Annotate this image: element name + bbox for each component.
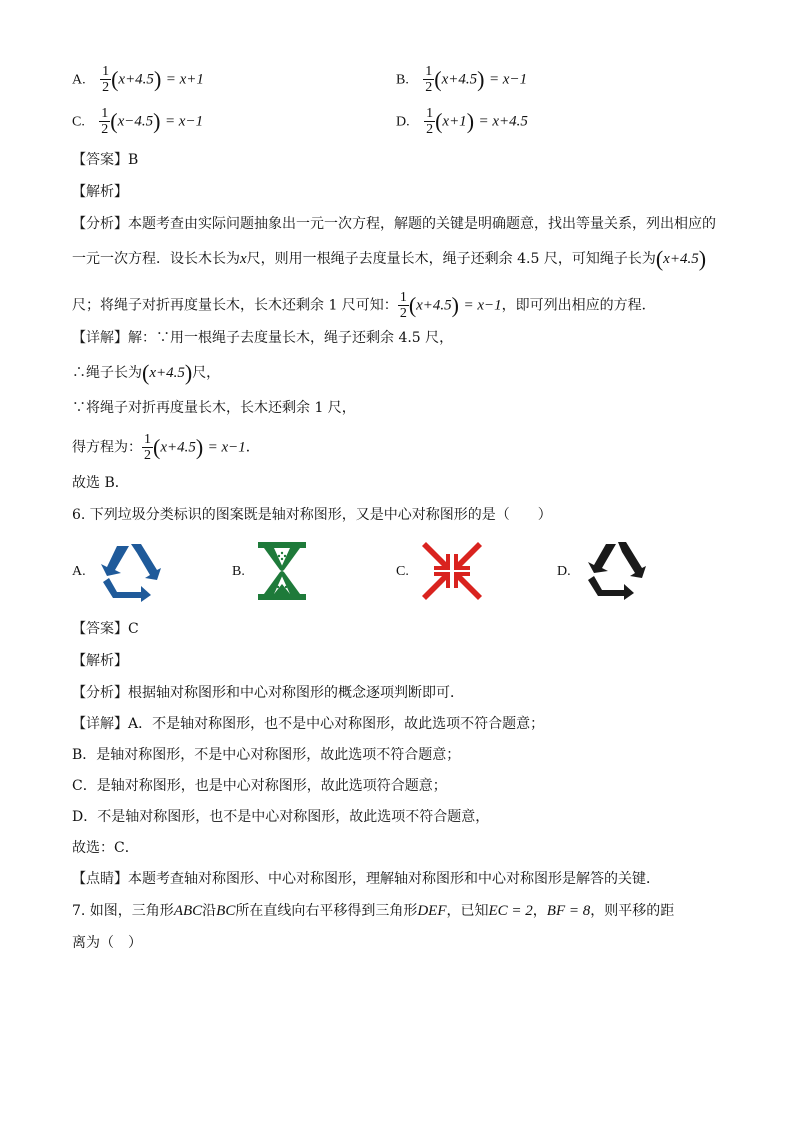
xiangjie-line-3: ∵将绳子对折再度量长木，长木还剩余 1 尺， [72, 400, 356, 416]
fenxi-line-3: 尺；将绳子对折再度量长木，长木还剩余 1 尺可知： $\frac{1}{2}$ (x+4.5) = x−1，即可列出相应的方程． [72, 290, 656, 321]
option-b: B. $\frac{1}{2}$ (x+4.5) = x−1 [396, 64, 528, 95]
q7-line-1: 7. 如图，三角形ABC沿BC所在直线向右平移得到三角形DEF，已知EC = 2，BF = 8，则平移的距 [72, 903, 675, 919]
q6-xiangjie-line-d: D．不是轴对称图形，也不是中心对称图形，故此选项不符合题意， [72, 809, 490, 825]
fraction: $\frac{1}{2}$ [425, 64, 433, 95]
jiexi-tag: 【解析】 [72, 184, 128, 200]
q6-option-a-label: A. [72, 564, 86, 579]
option-c: C. $\frac{1}{2}$ (x−4.5) = x−1 [72, 106, 204, 137]
q6-xiangjie-line-c: C．是轴对称图形，也是中心对称图形，故此选项符合题意； [72, 778, 447, 794]
q6-guxuan-line: 故选：C． [72, 840, 139, 856]
fraction: $\frac{1}{2}$ [426, 106, 434, 137]
hourglass-green-icon [256, 540, 308, 602]
fraction: $\frac{1}{2}$ [102, 64, 110, 95]
fraction: $\frac{1}{2}$ [399, 290, 407, 321]
recycle-black-icon [582, 540, 648, 602]
fenxi-line-2: 一元一次方程．设长木长为x尺，则用一根绳子去度量长木，绳子还剩余 4.5 尺，可知绳子长为(x+4.5) [72, 246, 707, 271]
recycle-blue-icon [95, 540, 165, 604]
q6-fenxi-line: 【分析】根据轴对称图形和中心对称图形的概念逐项判断即可． [72, 685, 464, 701]
q6-option-c-label: C. [396, 564, 409, 579]
fenxi-line-1: 【分析】本题考查由实际问题抽象出一元一次方程，解题的关键是明确题意，找出等量关系，列出相应的 [72, 216, 716, 232]
q6-xiangjie-line-a: 【详解】A．不是轴对称图形，也不是中心对称图形，故此选项不符合题意； [72, 716, 545, 732]
q6-option-d-label: D. [557, 564, 571, 579]
option-a: A. $\frac{1}{2}$ (x+4.5) = x+1 [72, 64, 204, 95]
q7-line-2: 离为（ ） [72, 935, 142, 951]
q6-answer-line: 【答案】C [72, 621, 139, 637]
option-d: D. $\frac{1}{2}$ (x+1) = x+4.5 [396, 106, 528, 137]
xiangjie-line-1: 【详解】解：∵用一根绳子去度量长木，绳子还剩余 4.5 尺， [72, 330, 454, 346]
fraction: $\frac{1}{2}$ [144, 432, 151, 463]
xiangjie-line-4: 得方程为： $\frac{1}{2}$ (x+4.5) = x−1． [72, 432, 260, 463]
q6-jiexi-tag: 【解析】 [72, 653, 128, 669]
xiangjie-line-2: ∴绳子长为(x+4.5)尺， [72, 360, 221, 385]
q6-stem: 6. 下列垃圾分类标识的图案既是轴对称图形，又是中心对称图形的是（ ） [72, 507, 552, 523]
fraction: $\frac{1}{2}$ [101, 106, 109, 137]
q6-dianjing-line: 【点睛】本题考查轴对称图形、中心对称图形，理解轴对称图形和中心对称图形是解答的关键． [72, 871, 660, 887]
q6-option-b-label: B. [232, 564, 245, 579]
inward-arrows-red-icon [420, 540, 484, 602]
answer-line: 【答案】B [72, 152, 139, 168]
xiangjie-line-5: 故选 B． [72, 475, 129, 491]
q6-xiangjie-line-b: B．是轴对称图形，不是中心对称图形，故此选项不符合题意； [72, 747, 461, 763]
